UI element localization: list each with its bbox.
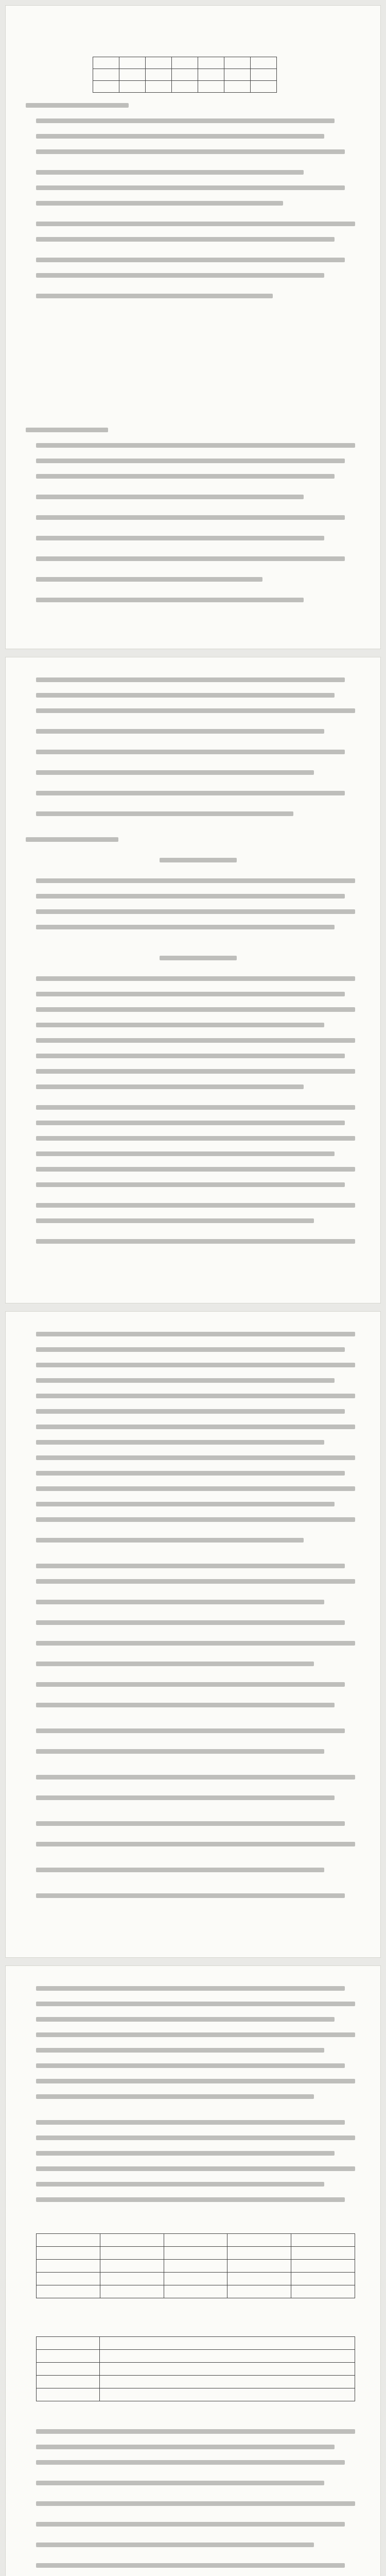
exam-page-4: [5, 1965, 381, 2576]
stats-table: [36, 2233, 355, 2298]
exam-page-3: [5, 1311, 381, 1958]
answer-table: [36, 2336, 355, 2401]
score-table: [93, 57, 277, 93]
exam-page-1: [5, 5, 381, 649]
exam-page-2: [5, 657, 381, 1303]
